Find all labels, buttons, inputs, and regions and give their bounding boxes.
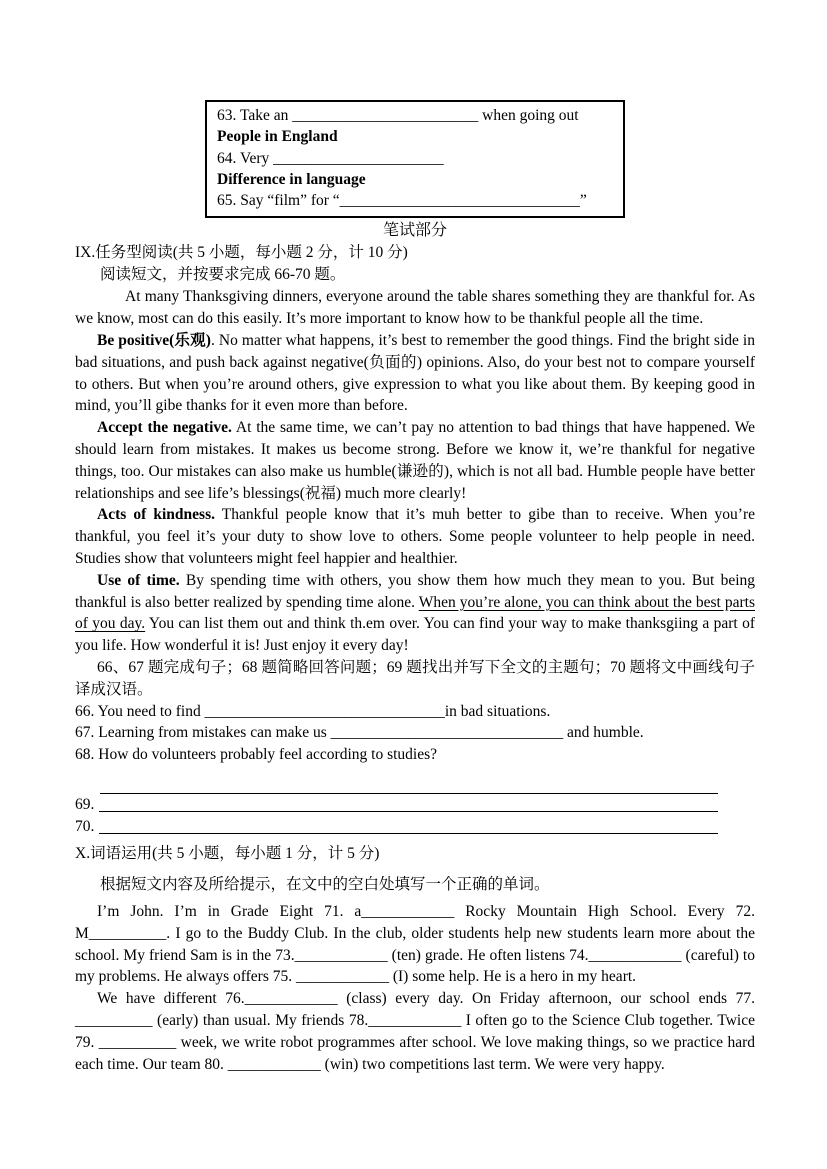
question-67: 67. Learning from mistakes can make us ______________________________ and humble. [75,724,644,742]
subheading-acts-of-kindness: Acts of kindness. [97,506,215,524]
questions-note: 66、67 题完成句子；68 题简略回答问题；69 题找出并写下全文的主题句；70 题将文中画线句子译成汉语。 [75,659,755,698]
answer-rule-69 [99,794,718,812]
section-ix-instruction: 阅读短文，并按要求完成 66-70 题。 [100,266,346,284]
subheading-be-positive: Be positive(乐观) [97,332,211,350]
answer-rule-70 [99,816,718,834]
question-69-number: 69. [75,796,95,814]
question-66: 66. You need to find _______________________________in bad situations. [75,702,551,720]
paragraph-text: Thankful people know that it’s muh better to gibe than to receive. When you’re thankful, you feel it’s your duty to show love to others. Some people volunteer to help people in need. Studies show that volunteers might feel happier and healthier. [75,506,755,568]
question-68: 68. How do volunteers probably feel according to studies? [75,746,438,764]
answer-line-68 [100,776,718,794]
heading-difference-in-language: Difference in language [217,170,366,188]
heading-people-in-england: People in England [217,128,338,146]
answer-line-69 [75,794,718,816]
summary-box [205,100,625,218]
written-test-title: 笔试部分 [382,222,447,240]
section-x-instruction: 根据短文内容及所给提示，在文中的空白处填写一个正确的单词。 [100,876,550,894]
answer-line-70 [75,816,718,838]
reading-paragraph-intro: At many Thanksgiving dinners, everyone around the table shares something they are thankful for. As we know, most can do this easily. It’s more important to know how to be thankful people all the time. [75,288,755,328]
paragraph-text: . No matter what happens, it’s best to remember the good things. Find the bright side in bad situations, and push back against negative(负面的) opinions. Also, do your best not to compare yourself to others. But when you’re around others, give expression to what you like about them. By keeping good in mind, you’ll gibe thanks for it even more than before. [75,332,755,415]
underlined-sentence: When you’re alone, you can think about the best parts of you day. [75,593,755,633]
question-63: 63. Take an ________________________ when going out [217,107,579,124]
question-70-number: 70. [75,818,95,836]
question-64: 64. Very ______________________ [217,149,444,167]
paragraph-text: You can list them out and think th.em over. You can find your way to make thanksgiing a part of you life. How wonderful it is! Just enjoy it every day! [75,615,755,655]
reading-paragraph-accept-negative [75,417,755,504]
subheading-accept-the-negative: Accept the negative. [97,419,232,437]
section-ix-header: IX.任务型阅读(共 5 小题，每小题 2 分，计 10 分) [75,244,408,262]
question-65: 65. Say “film” for “_______________________________” [217,192,587,210]
subheading-use-of-time: Use of time. [97,571,180,589]
paragraph-text: At the same time, we can’t pay no attention to bad things that have happened. We should learn from mistakes. It makes us become strong. Before we know it, we’re thankful for negative things, too. Our mistakes can also make us humble(谦逊的), which is not all bad. Humble people have better relationships and see life’s blessings(祝福) much more clearly! [75,419,756,502]
reading-paragraph-use-of-time [75,570,755,657]
cloze-paragraph-1: I’m John. I’m in Grade Eight 71. a____________ Rocky Mountain High School. Every 72. M__________. I go to the Buddy Club. In the club, older students help new students learn more about the school. My friend Sam is in the 73.____________ (ten) grade. He often listens 74.____________ (careful) to my problems. He always offers 75. ____________ (I) some help. He is a hero in my heart. [75,903,755,986]
section-x-header: X.词语运用(共 5 小题，每小题 1 分，计 5 分) [75,845,380,863]
cloze-paragraph-2: We have different 76.____________ (class) every day. On Friday afternoon, our school ends 77. __________ (early) than usual. My friends 78.____________ I often go to the Science Club together. Twice 79. __________ week, we write robot programmes after school. We love making things, so we practice hard each time. Our team 80. ____________ (win) two competitions last term. We were very happy. [75,990,755,1073]
paragraph-text: By spending time with others, you show them how much they mean to you. But being thankful is also better realized by spending time alone. [75,571,756,611]
reading-paragraph-be-positive [75,330,755,417]
reading-paragraph-acts-of-kindness [75,504,755,569]
